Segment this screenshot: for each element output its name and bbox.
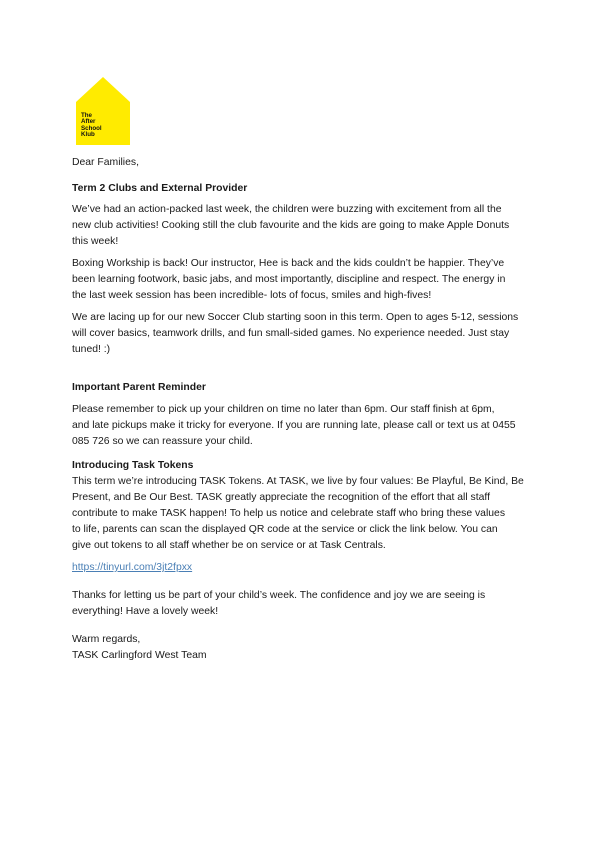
- paragraph-line: to life, parents can scan the displayed QR code at the service or click the link below. You can: [72, 524, 498, 535]
- paragraph-line: tuned! :): [72, 344, 111, 355]
- paragraph-line: We are lacing up for our new Soccer Club starting soon in this term. Open to ages 5-12, sessions: [72, 312, 519, 323]
- logo-text: [81, 113, 102, 139]
- paragraph-line: We’ve had an action-packed last week, the children were buzzing with excitement from all the: [72, 204, 502, 215]
- logo-line: School: [81, 124, 102, 132]
- letter-body: [72, 155, 532, 664]
- paragraph-line: This term we’re introducing TASK Tokens. At TASK, we live by four values: Be Playful, Be Kind, Be: [72, 476, 524, 487]
- paragraph-line: everything! Have a lovely week!: [72, 606, 219, 617]
- paragraph-line: the last week session has been incredible- lots of focus, smiles and high-fives!: [72, 290, 432, 301]
- paragraph-line: and late pickups make it tricky for everyone. If you are running late, please call or text us at 0455: [72, 420, 516, 431]
- section-heading-tokens: Introducing Task Tokens: [72, 460, 194, 471]
- section-heading-clubs: Term 2 Clubs and External Provider: [72, 183, 248, 194]
- paragraph-line: new club activities! Cooking still the club favourite and the kids are going to make Apple Donuts: [72, 220, 510, 231]
- paragraph-line: Boxing Workship is back! Our instructor, Hee is back and the kids couldn’t be happier. They’ve: [72, 258, 505, 269]
- logo-line: After: [81, 118, 96, 126]
- paragraph-line: contribute to make TASK happen! To help us notice and celebrate staff who bring these values: [72, 508, 506, 519]
- paragraph-line: Present, and Be Our Best. TASK greatly appreciate the recognition of the effort that all staff: [72, 492, 490, 503]
- paragraph-line: give out tokens to all staff whether be on service or at Task Centrals.: [72, 540, 386, 551]
- paragraph-line: Thanks for letting us be part of your child’s week. The confidence and joy we are seeing is: [72, 590, 486, 601]
- greeting: Dear Families,: [72, 157, 139, 168]
- signature-team: TASK Carlingford West Team: [72, 650, 207, 661]
- section-heading-reminder: Important Parent Reminder: [72, 382, 206, 393]
- paragraph-line: Please remember to pick up your children on time no later than 6pm. Our staff finish at 6pm,: [72, 404, 495, 415]
- paragraph-line: 085 726 so we can reassure your child.: [72, 436, 253, 447]
- paragraph-line: this week!: [72, 236, 119, 247]
- task-tokens-link[interactable]: https://tinyurl.com/3jt2fpxx: [72, 562, 193, 573]
- sign-off: Warm regards,: [72, 634, 141, 645]
- paragraph-line: been learning footwork, basic jabs, and most importantly, discipline and respect. The energy in: [72, 274, 506, 285]
- paragraph-line: will cover basics, teamwork drills, and fun small-sided games. No experience needed. Just stay: [72, 328, 510, 339]
- logo-line: Klub: [81, 131, 95, 139]
- school-logo: [76, 77, 130, 145]
- logo-line: The: [81, 112, 93, 119]
